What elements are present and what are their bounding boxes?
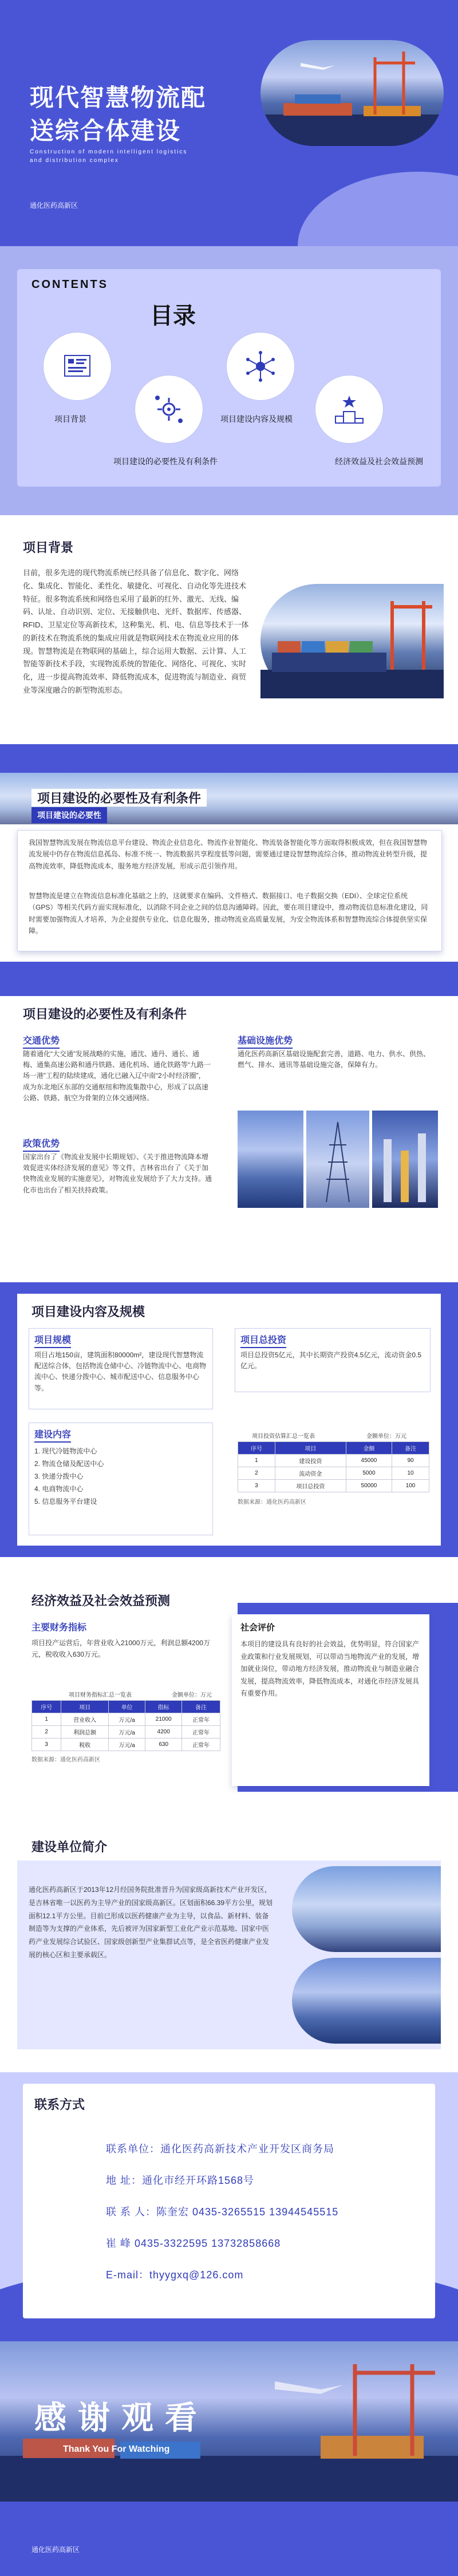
policy-heading: 政策优势 [23, 1136, 60, 1152]
contact-title: 联系方式 [34, 2097, 85, 2112]
unit-intro-title: 建设单位简介 [31, 1840, 108, 1854]
thanks-title: 感谢观看 [34, 2400, 208, 2437]
table-cell: 21000 [145, 1713, 182, 1726]
contents-label: CONTENTS [31, 278, 108, 291]
necessity-section [0, 773, 458, 962]
table-cell: 建设投资 [275, 1455, 346, 1467]
traffic-heading: 交通优势 [23, 1033, 60, 1049]
content-heading: 建设内容 [34, 1427, 71, 1443]
table-cell: 45000 [346, 1455, 392, 1467]
investment-heading: 项目总投资 [240, 1333, 286, 1348]
table-cell: 3 [238, 1480, 275, 1492]
background-section [0, 515, 458, 773]
table-cell: 1 [238, 1455, 275, 1467]
document-grid-icon [60, 352, 94, 381]
table-cell: 100 [392, 1480, 429, 1492]
table-cell: 项目总投资 [275, 1480, 346, 1492]
content-item: 5. 信息服务平台建设 [34, 1498, 97, 1506]
investment-table-unit: 金额单位：万元 [366, 1433, 406, 1440]
thanks-org: 通化医药高新区 [31, 2546, 80, 2554]
table-header: 序号 [238, 1442, 275, 1455]
table-cell: 1 [32, 1713, 61, 1726]
table-cell: 正常年 [181, 1713, 220, 1726]
table-cell: 正常年 [181, 1739, 220, 1751]
base-text: 通化医药高新区基础设施配套完善，道路、电力、供水、供热、燃气、排水、通讯等基础设施完备，保障有力。 [238, 1050, 431, 1069]
contents-item-1-label[interactable]: 项目背景 [54, 414, 86, 424]
unit-intro-photo-bottom [292, 1958, 441, 2044]
table-header: 项目 [275, 1442, 346, 1455]
contact-section [0, 2072, 458, 2341]
finance-table-note: 数据来源：通化医药高新区 [31, 1757, 100, 1763]
contents-item-4-icon [315, 375, 384, 444]
table-cell: 630 [145, 1739, 182, 1751]
conditions-section [0, 962, 458, 1271]
necessity-sub-title: 项目建设的必要性 [31, 807, 107, 823]
contents-section [0, 246, 458, 515]
benefits-section [0, 1568, 458, 1820]
necessity-text-2: 智慧物流是建立在物流信息标准化基础之上的，这就要求在编码、文件格式、数据接口、电子数据交换（EDI）、全球定位系统（GPS）等相关代码方面实现标准化，以消除不同企业之间的信息沟通障碍。因此，要在项目建设中，推动物流信息标准化建设，同时需要加强物流人才培养，为企业提供专业化、信息化服务，推动物流业高质量发展，为安全物流体系和智慧物流综合体提供坚实保障。 [29, 892, 428, 935]
conditions-title: 项目建设的必要性及有利条件 [23, 1007, 187, 1021]
gear-network-icon [152, 392, 186, 426]
table-cell: 万元/a [108, 1739, 145, 1751]
background-title: 项目背景 [23, 540, 74, 555]
finance-table-caption: 项目财务指标汇总一览表 [69, 1692, 132, 1698]
table-header: 单位 [108, 1701, 145, 1713]
unit-intro-text: 通化医药高新区于2013年12月经国务院批准晋升为国家级高新技术产业开发区，是吉林省唯一以医药为主导产业的国家级高新区。区划面积66.39平方公里，规划面积12.1平方公里。目前已形成以医药健康产业为主导，以食品、新材料、装备制造等为支撑的产业体系，先后被评为国家新型工业化产业示范基地、国家中医药产业发展综合试验区、国家级创新型产业集群试点等，是全省医药健康产业发展的核心区和主要承载区。 [29, 1886, 273, 1959]
table-header: 金额 [346, 1442, 392, 1455]
table-row [238, 1455, 429, 1467]
finance-table-unit: 金额单位：万元 [172, 1692, 212, 1698]
network-hub-icon [243, 349, 278, 384]
content-item: 1. 现代冷链物流中心 [34, 1447, 97, 1455]
thanks-section [0, 2341, 458, 2576]
contents-item-3-label[interactable]: 项目建设内容及规模 [220, 414, 293, 424]
table-cell: 营业收入 [61, 1713, 109, 1726]
background-text: 目前，很多先进的现代物流系统已经具备了信息化、数字化、网络化、集成化、智能化、柔性化、敏捷化、可视化、自动化等先进技术特征。很多物流系统和网络也采用了最新的红外、激光、无线、编码、认址、自动识别、定位、无接触供电、光纤、数据库、传感器、RFID、卫星定位等高新技术，这种集光、机、电、信息等技术于一体的新技术在物流系统的集成应用就是物联网技术在物流业应用的体现。智慧物流是在物联网的基础上，综合运用大数据、云计算、人工智能等新技术手段，实现物流系统的智能化、网络化、可视化、实时化，进一步提高物流效率、降低物流成本，促进物流与制造业、商贸业等深度融合的新型物流形态。 [23, 568, 249, 694]
pipeline-illustration [372, 1111, 438, 1208]
benefits-title: 经济效益及社会效益预测 [31, 1594, 171, 1608]
table-cell: 利润总额 [61, 1726, 109, 1739]
content-item: 3. 快递分拨中心 [34, 1472, 84, 1480]
cover-title-line2: 送综合体建设 [30, 117, 181, 145]
content-item: 2. 物流仓储及配送中心 [34, 1460, 104, 1468]
investment-table-note: 数据来源：通化医药高新区 [238, 1499, 306, 1506]
contents-item-3-icon [226, 332, 295, 401]
port-cranes-illustration [260, 40, 444, 146]
podium-icon [332, 392, 366, 426]
traffic-text: 随着通化“大交通”发展战略的实施，通沈、通丹、通长、通梅、通集高速公路和通丹铁路、通化机场、通化铁路等“九路一场一港”工程的陆续建成，通化已融入辽中南“2小时经济圈”，成为东北地区东部的交通枢纽和物流集散中心，形成了以高速公路、铁路、航空为骨架的立体交通网络。 [23, 1050, 211, 1102]
necessity-title: 项目建设的必要性及有利条件 [31, 789, 207, 807]
content-item: 4. 电商物流中心 [34, 1485, 84, 1493]
conditions-photo-3 [372, 1111, 438, 1208]
content-scale-section [0, 1271, 458, 1568]
table-cell: 税收 [61, 1739, 109, 1751]
scale-heading: 项目规模 [34, 1333, 71, 1348]
contact-email[interactable]: E-mail：thyygxq@126.com [106, 2269, 244, 2281]
content-scale-title: 项目建设内容及规模 [31, 1305, 145, 1319]
table-row [32, 1713, 220, 1726]
cover-section [0, 0, 458, 246]
table-cell: 万元/a [108, 1713, 145, 1726]
conditions-divider [0, 962, 458, 996]
finance-heading: 主要财务指标 [31, 1623, 87, 1633]
table-cell: 2 [238, 1467, 275, 1480]
investment-table [238, 1441, 429, 1492]
unit-intro-section [0, 1820, 458, 2072]
background-accent-bar [0, 744, 458, 773]
investment-text: 项目总投资5亿元，其中长期资产投资4.5亿元，流动资金0.5亿元。 [240, 1351, 422, 1370]
base-heading: 基础设施优势 [238, 1033, 293, 1049]
cover-light-wave [298, 172, 458, 246]
table-cell: 4200 [145, 1726, 182, 1739]
table-cell: 正常年 [181, 1726, 220, 1739]
cover-org: 通化医药高新区 [30, 202, 78, 210]
table-cell: 流动资金 [275, 1467, 346, 1480]
cover-photo [260, 40, 444, 146]
contents-item-2-label[interactable]: 项目建设的必要性及有利条件 [113, 457, 218, 466]
table-cell: 3 [32, 1739, 61, 1751]
table-header: 项目 [61, 1701, 109, 1713]
conditions-photo-2 [306, 1111, 369, 1208]
contact-address: 地 址：通化市经开环路1568号 [106, 2175, 255, 2186]
table-cell: 2 [32, 1726, 61, 1739]
scale-text: 项目占地150亩，建筑面积80000m²，建设现代智慧物流配送综合体，包括物流仓储中心、冷链物流中心、电商物流中心、快递分拨中心、城市配送中心、信息服务中心等。 [34, 1351, 207, 1392]
contents-heading: 目录 [150, 303, 196, 329]
power-tower-illustration [306, 1111, 369, 1208]
container-ship-illustration [260, 584, 444, 698]
table-header: 备注 [392, 1442, 429, 1455]
contents-item-2-icon [135, 375, 203, 444]
contents-item-1-icon [43, 332, 112, 401]
finance-text: 项目投产运营后，年营业收入21000万元，利润总额4200万元，税收收入630万元。 [31, 1639, 211, 1659]
conditions-photo-1 [238, 1111, 303, 1208]
cover-title-line1: 现代智慧物流配 [30, 84, 207, 112]
table-row [32, 1739, 220, 1751]
table-cell: 90 [392, 1455, 429, 1467]
table-cell: 50000 [346, 1480, 392, 1492]
contact-card [23, 2084, 435, 2318]
cover-subtitle: Construction of modern intelligent logistics and distribution complex [30, 149, 188, 164]
investment-table-caption: 项目投资估算汇总一览表 [252, 1433, 315, 1440]
contact-person-2: 崔 峰 0435-3322595 13732858668 [106, 2238, 281, 2249]
contact-unit: 联系单位：通化医药高新技术产业开发区商务局 [106, 2143, 334, 2155]
table-cell: 万元/a [108, 1726, 145, 1739]
table-row [238, 1467, 429, 1480]
unit-intro-photo-top [292, 1866, 441, 1952]
table-cell: 10 [392, 1467, 429, 1480]
policy-text: 国家出台了《物流业发展中长期规划》、《关于推进物流降本增效促进实体经济发展的意见》等文件，吉林省出台了《关于加快物流业发展的实施意见》，对物流业发展给予了大力支持。通化市也出台了相关扶持政策。 [23, 1153, 212, 1194]
necessity-text-1: 我国智慧物流发展在物流信息平台建设、物流企业信息化、物流作业智能化、物流装备智能化等方面取得积极成效，但在我国智慧物流发展中仍存在物流信息孤岛、标准不统一、物流数据共享程度低等问题，需要通过建设智慧物流综合体，推动物流业转型升级，提高物流效率，降低物流成本，服务地方经济发展，形成示范引领作用。 [29, 839, 428, 870]
thanks-subtitle: Thank You For Watching [63, 2444, 170, 2454]
table-header: 备注 [181, 1701, 220, 1713]
social-text: 本项目的建设具有良好的社会效益，优势明显，符合国家产业政策和行业发展规划，可以带动当地物流产业的发展，增加就业岗位，带动地方经济发展，推动物流业与制造业融合发展，提高物流效率，降低物流成本，对通化市经济发展具有重要作用。 [240, 1640, 420, 1698]
table-header: 指标 [145, 1701, 182, 1713]
background-photo [260, 584, 444, 698]
social-heading: 社会评价 [240, 1623, 275, 1633]
contents-item-4-label[interactable]: 经济效益及社会效益预测 [335, 457, 423, 466]
table-row [32, 1726, 220, 1739]
contact-person-1: 联 系 人：陈奎宏 0435-3265515 13944545515 [106, 2206, 339, 2218]
finance-table [31, 1700, 220, 1751]
table-header: 序号 [32, 1701, 61, 1713]
table-cell: 5000 [346, 1467, 392, 1480]
table-row [238, 1480, 429, 1492]
